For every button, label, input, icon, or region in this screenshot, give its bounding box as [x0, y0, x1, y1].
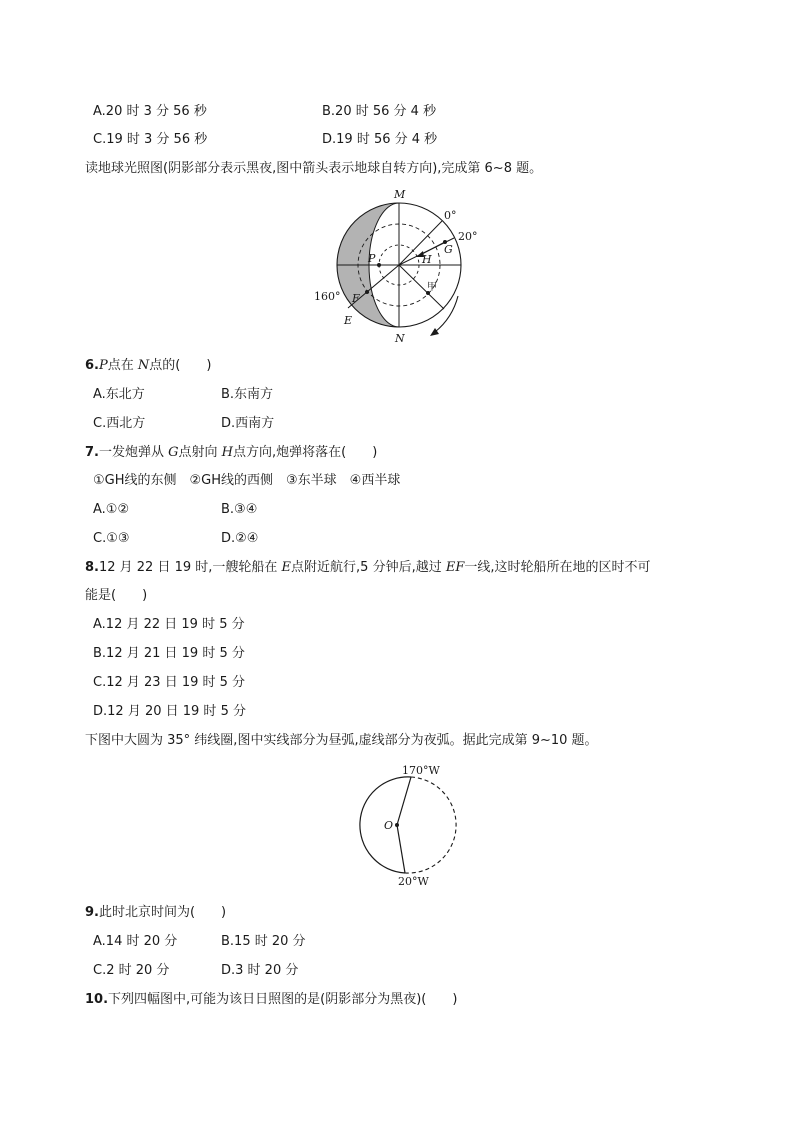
q10-text: 下列四幅图中,可能为该日日照图的是(阴影部分为黑夜)( ) [108, 992, 458, 1007]
q6-option-a: A.东北方 [93, 387, 145, 402]
question-9 [85, 905, 226, 921]
q8-option-a: A.12 月 22 日 19 时 5 分 [93, 617, 245, 632]
latitude-circle-figure [330, 760, 470, 890]
q5-option-d: D.19 时 56 分 4 秒 [322, 132, 438, 147]
radius-170w [397, 777, 411, 825]
label-20deg: 20° [458, 230, 478, 243]
radius-20w [397, 825, 405, 873]
q7-option-d: D.②④ [221, 531, 259, 546]
question-6 [85, 358, 211, 374]
q7-point-2: H [221, 445, 233, 460]
label-o: O [384, 819, 394, 832]
q8-point-1: E [281, 560, 292, 575]
q7-text-2: 点射向 [178, 445, 222, 460]
q8-option-b: B.12 月 21 日 19 时 5 分 [93, 646, 245, 661]
point-p [377, 263, 381, 267]
label-0deg: 0° [444, 209, 457, 222]
label-g: G [444, 243, 453, 256]
q5-option-c: C.19 时 3 分 56 秒 [93, 132, 208, 147]
q6-option-b: B.东南方 [221, 387, 274, 402]
q7-number: 7. [85, 445, 99, 460]
label-n: N [395, 332, 405, 345]
q6-point-2: N [137, 358, 150, 373]
intro-q6-8: 读地球光照图(阴影部分表示黑夜,图中箭头表示地球自转方向),完成第 6~8 题。 [85, 161, 543, 176]
q5-option-b: B.20 时 56 分 4 秒 [322, 104, 437, 119]
label-h: H [422, 253, 432, 266]
q7-text-1: 一发炮弹从 [98, 445, 169, 460]
q8-line-2: 能是( ) [85, 588, 148, 603]
q8-point-2: EF [445, 560, 465, 575]
question-7 [85, 445, 377, 461]
meridian-jia [399, 265, 444, 309]
label-160deg: 160° [314, 290, 341, 303]
q9-option-d: D.3 时 20 分 [221, 963, 299, 978]
label-170w: 170°W [402, 764, 440, 777]
q6-point-1: P [98, 358, 108, 373]
q6-option-d: D.西南方 [221, 416, 275, 431]
q6-text-2: 点的( ) [149, 358, 212, 373]
q8-option-d: D.12 月 20 日 19 时 5 分 [93, 704, 246, 719]
label-f: F [352, 292, 360, 305]
q7-option-c: C.①③ [93, 531, 130, 546]
q8-text-1: 12 月 22 日 19 时,一艘轮船在 [98, 560, 282, 575]
rotation-arc [435, 296, 458, 332]
q9-number: 9. [85, 905, 99, 920]
intro-q9-10: 下图中大圆为 35° 纬线圈,图中实线部分为昼弧,虚线部分为夜弧。据此完成第 9~10 题。 [85, 733, 598, 748]
question-10 [85, 992, 457, 1008]
q9-text: 此时北京时间为( ) [98, 905, 227, 920]
q6-number: 6. [85, 358, 99, 373]
night-arc-dashed [405, 777, 456, 873]
q8-option-c: C.12 月 23 日 19 时 5 分 [93, 675, 246, 690]
q7-text-3: 点方向,炮弹将落在( ) [233, 445, 378, 460]
label-p: P [368, 252, 376, 265]
q7-point-1: G [168, 445, 179, 460]
q7-statements: ①GH线的东侧 ②GH线的西侧 ③东半球 ④西半球 [93, 473, 401, 488]
q8-number: 8. [85, 560, 99, 575]
q6-option-c: C.西北方 [93, 416, 146, 431]
q9-option-a: A.14 时 20 分 [93, 934, 178, 949]
q9-option-b: B.15 时 20 分 [221, 934, 306, 949]
q7-option-a: A.①② [93, 502, 130, 517]
label-20w: 20°W [398, 875, 429, 888]
q8-text-2: 点附近航行,5 分钟后,越过 [291, 560, 446, 575]
label-e: E [344, 314, 353, 327]
label-m: M [394, 188, 406, 201]
meridian-0 [399, 221, 442, 265]
earth-illumination-figure [300, 182, 500, 347]
q8-text-3: 一线,这时轮船所在地的区时不可 [464, 560, 651, 575]
center-o [395, 823, 399, 827]
label-jia: 甲 [427, 282, 437, 293]
q7-option-b: B.③④ [221, 502, 258, 517]
question-8 [85, 560, 651, 576]
q9-option-c: C.2 时 20 分 [93, 963, 170, 978]
q5-option-a: A.20 时 3 分 56 秒 [93, 104, 207, 119]
q6-text-1: 点在 [107, 358, 138, 373]
point-f [365, 290, 369, 294]
q10-number: 10. [85, 992, 109, 1007]
